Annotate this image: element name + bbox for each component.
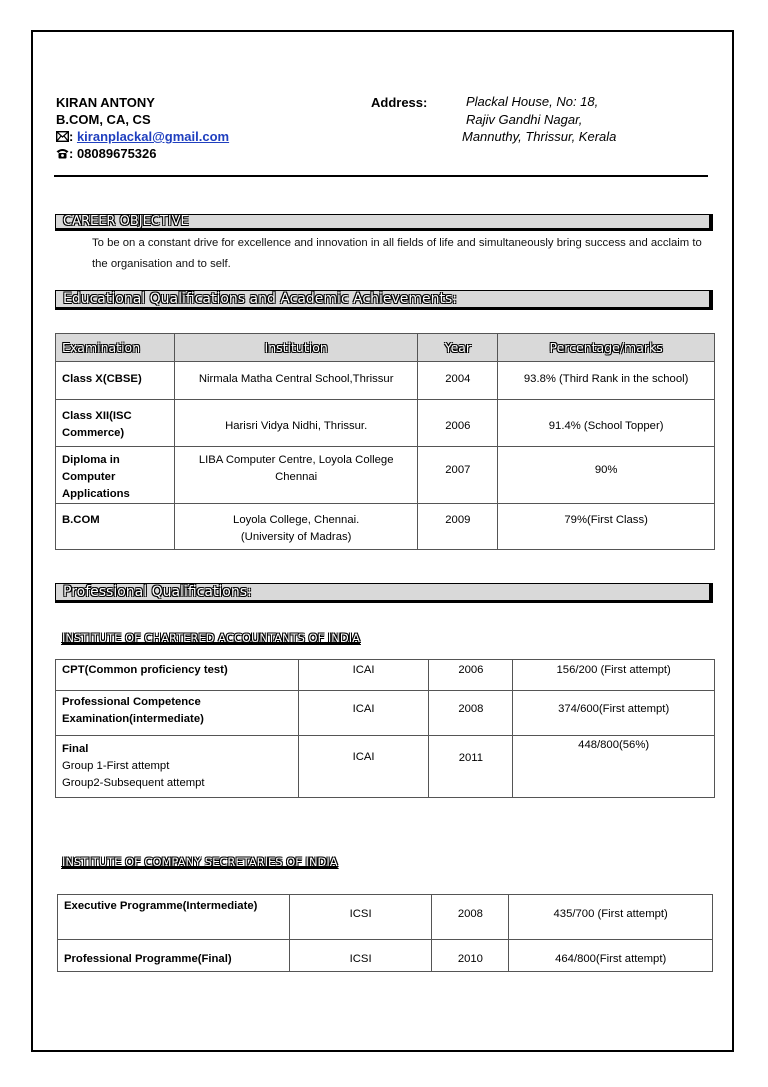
email-link[interactable]: kiranplackal@gmail.com bbox=[76, 129, 230, 144]
icsi-table bbox=[57, 894, 713, 972]
institution-cell: LIBA Computer Centre, Loyola College Chennai bbox=[174, 447, 418, 504]
body-cell: ICSI bbox=[289, 940, 432, 972]
year-cell: 2006 bbox=[418, 400, 498, 447]
education-title: Educational Qualifications and Academic Achievements: bbox=[55, 290, 713, 310]
education-header-row bbox=[56, 334, 715, 362]
exam-cell: Diploma in Computer Applications bbox=[56, 447, 175, 504]
year-cell: 2010 bbox=[432, 940, 509, 972]
final-group-1: Group 1-First attempt bbox=[62, 760, 170, 772]
address-line-2: Rajiv Gandhi Nagar, bbox=[466, 112, 583, 127]
col-institution: Institution bbox=[174, 334, 418, 362]
icai-table bbox=[55, 659, 715, 798]
email-line bbox=[56, 128, 229, 145]
table-row bbox=[56, 400, 715, 447]
marks-cell: 156/200 (First attempt) bbox=[513, 660, 715, 691]
body-cell: ICSI bbox=[289, 895, 432, 940]
year-cell: 2007 bbox=[418, 447, 498, 504]
body-cell: ICAI bbox=[298, 736, 429, 798]
marks-cell: 90% bbox=[498, 447, 715, 504]
year-cell: 2008 bbox=[432, 895, 509, 940]
telephone-icon bbox=[56, 148, 69, 159]
career-objective-title: CAREER OBJECTIVE bbox=[55, 214, 713, 231]
year-cell: 2008 bbox=[429, 691, 513, 736]
exam-cell: B.COM bbox=[56, 504, 175, 550]
address-line-1: Plackal House, No: 18, bbox=[466, 94, 599, 109]
table-row bbox=[56, 447, 715, 504]
marks-cell: 374/600(First attempt) bbox=[513, 691, 715, 736]
year-cell: 2004 bbox=[418, 362, 498, 400]
exam-cell: Class XII(ISC Commerce) bbox=[56, 400, 175, 447]
marks-cell: 91.4% (School Topper) bbox=[498, 400, 715, 447]
phone-number: 08089675326 bbox=[76, 146, 157, 161]
table-row bbox=[56, 362, 715, 400]
candidate-name: KIRAN ANTONY bbox=[56, 95, 155, 110]
table-row bbox=[58, 940, 713, 972]
career-objective-text: To be on a constant drive for excellence and innovation in all fields of life and simultaneously bring success and acclaim to the organisation and to self. bbox=[92, 237, 702, 270]
table-row bbox=[56, 736, 715, 798]
candidate-qualifications: B.COM, CA, CS bbox=[56, 112, 151, 127]
final-label: Final bbox=[62, 743, 89, 755]
professional-title: Professional Qualifications: bbox=[55, 583, 713, 603]
exam-cell: CPT(Common proficiency test) bbox=[56, 660, 299, 691]
institution-line-2: (University of Madras) bbox=[240, 531, 352, 543]
table-row bbox=[56, 691, 715, 736]
exam-cell bbox=[56, 736, 299, 798]
table-row bbox=[56, 660, 715, 691]
icai-heading: INSTITUTE OF CHARTERED ACCOUNTANTS OF INDIA bbox=[62, 631, 360, 645]
exam-cell: Professional Competence Examination(intermediate) bbox=[56, 691, 299, 736]
year-cell: 2009 bbox=[418, 504, 498, 550]
col-percentage: Percentage/marks bbox=[498, 334, 715, 362]
phone-line bbox=[56, 145, 156, 162]
col-year: Year bbox=[418, 334, 498, 362]
address-line-3: Mannuthy, Thrissur, Kerala bbox=[462, 129, 617, 144]
year-cell: 2011 bbox=[429, 736, 513, 798]
marks-cell: 93.8% (Third Rank in the school) bbox=[498, 362, 715, 400]
education-table bbox=[55, 333, 715, 550]
body-cell: ICAI bbox=[298, 691, 429, 736]
marks-cell: 464/800(First attempt) bbox=[509, 940, 713, 972]
exam-cell: Executive Programme(Intermediate) bbox=[58, 895, 290, 940]
icsi-heading: INSTITUTE OF COMPANY SECRETARIES OF INDIA bbox=[62, 855, 338, 869]
institution-cell: Harisri Vidya Nidhi, Thrissur. bbox=[174, 400, 418, 447]
phone-prefix: : bbox=[69, 146, 77, 161]
marks-cell: 79%(First Class) bbox=[498, 504, 715, 550]
year-cell: 2006 bbox=[429, 660, 513, 691]
institution-cell bbox=[174, 504, 418, 550]
address-label: Address: bbox=[371, 95, 428, 110]
marks-cell: 448/800(56%) bbox=[513, 736, 715, 798]
exam-cell: Professional Programme(Final) bbox=[58, 940, 290, 972]
email-prefix: : bbox=[69, 129, 77, 144]
envelope-icon bbox=[56, 131, 69, 142]
institution-line-1: Loyola College, Chennai. bbox=[233, 514, 360, 526]
institution-cell: Nirmala Matha Central School,Thrissur bbox=[174, 362, 418, 400]
table-row bbox=[58, 895, 713, 940]
header-divider bbox=[54, 175, 708, 177]
body-cell: ICAI bbox=[298, 660, 429, 691]
final-group-2: Group2-Subsequent attempt bbox=[62, 777, 205, 789]
table-row bbox=[56, 504, 715, 550]
marks-cell: 435/700 (First attempt) bbox=[509, 895, 713, 940]
col-examination: Examination bbox=[56, 334, 175, 362]
exam-cell: Class X(CBSE) bbox=[56, 362, 175, 400]
